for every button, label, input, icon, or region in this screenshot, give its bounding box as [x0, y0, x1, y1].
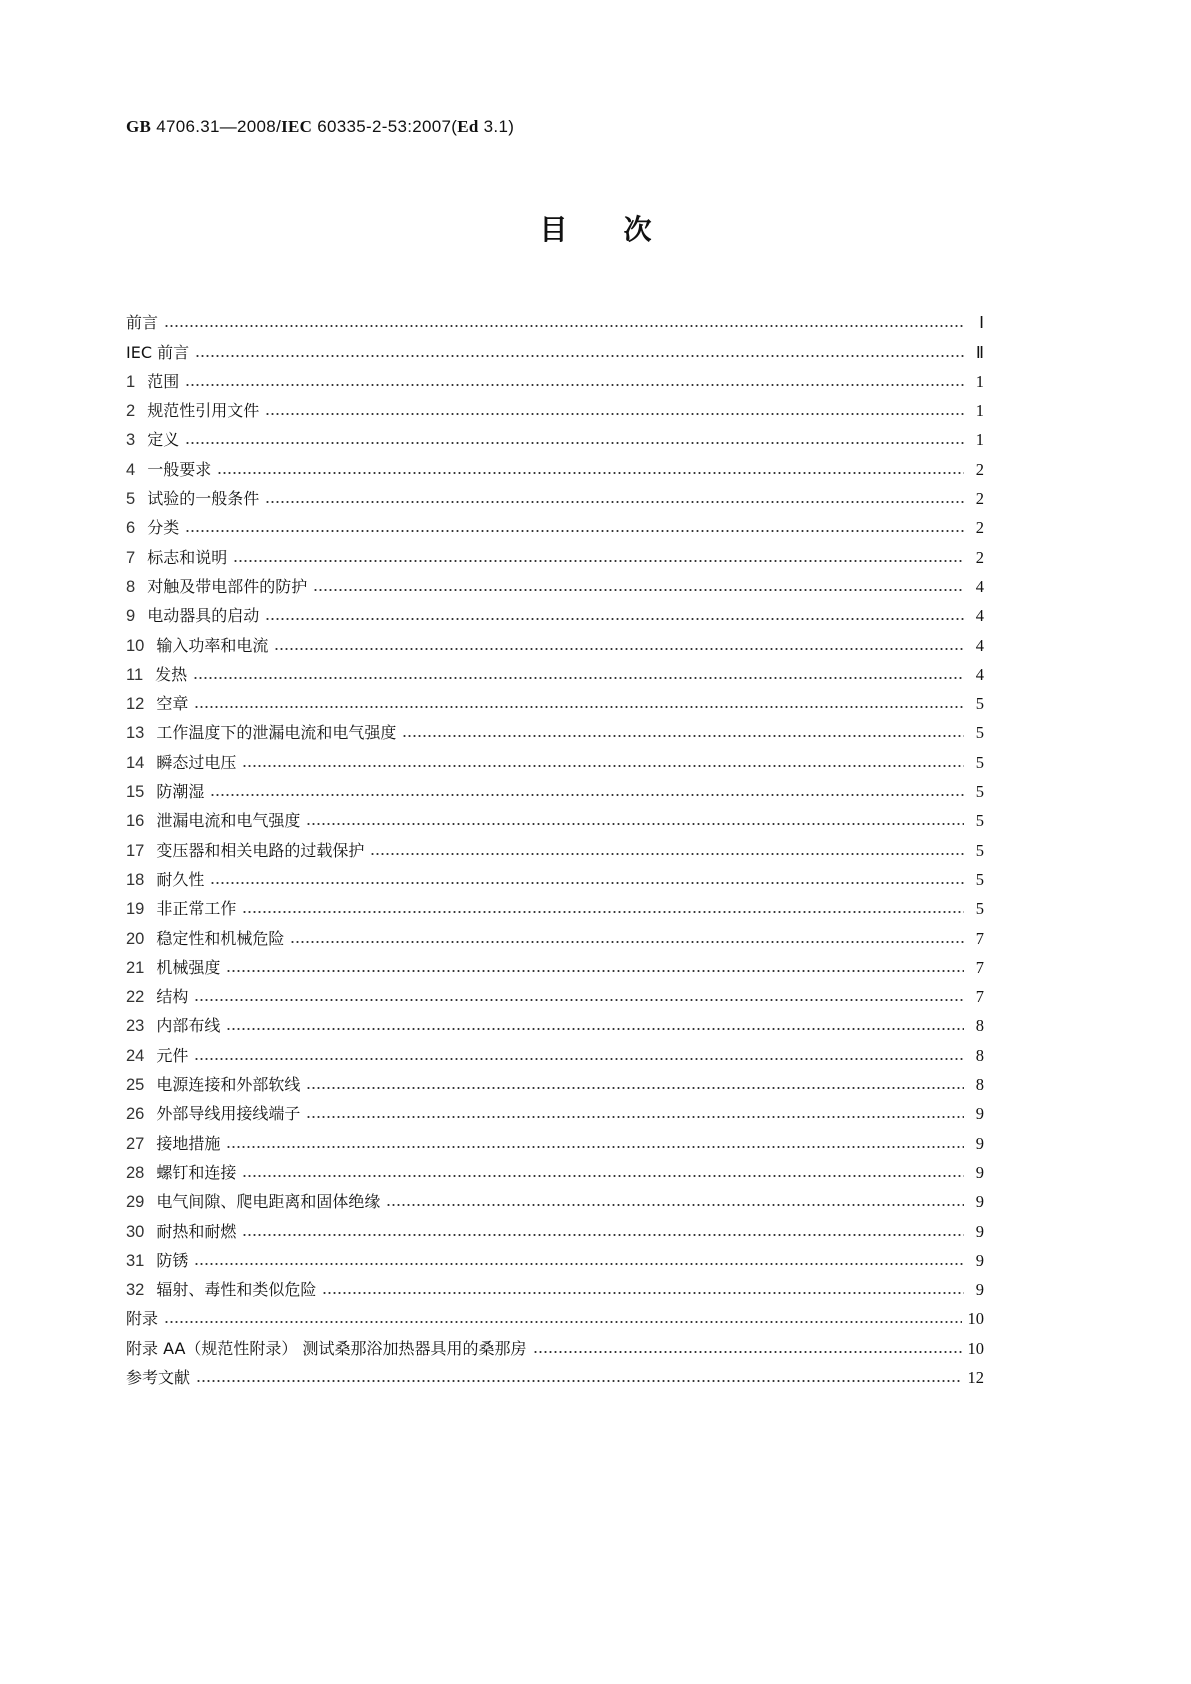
- toc-entry-page: 5: [975, 869, 984, 889]
- toc-entry-page: 2: [975, 547, 984, 567]
- toc-entry-number: 11: [126, 665, 144, 684]
- header-iec: IEC: [281, 117, 313, 136]
- toc-entry-number: 2: [126, 402, 136, 421]
- toc-entry-page: 8: [975, 1075, 984, 1095]
- toc-entry-label: 耐热和耐燃: [156, 1221, 237, 1241]
- toc-entry[interactable]: [126, 1271, 984, 1300]
- dot-leader: [226, 1141, 964, 1149]
- toc-entry-number: 32: [126, 1281, 145, 1300]
- toc-entry-label: 机械强度: [156, 957, 221, 977]
- toc-entry-page: 4: [975, 606, 984, 626]
- dot-leader: [195, 350, 964, 358]
- toc-entry-number: 26: [126, 1105, 145, 1124]
- table-of-contents: [126, 304, 984, 1388]
- toc-entry-page: 2: [975, 459, 984, 479]
- toc-entry-page: 4: [975, 664, 984, 684]
- dot-leader: [306, 1111, 964, 1119]
- toc-entry[interactable]: [126, 1300, 984, 1329]
- toc-entry-number: 24: [126, 1046, 145, 1065]
- toc-entry-page: 9: [975, 1221, 984, 1241]
- toc-entry[interactable]: [126, 656, 984, 685]
- toc-entry-page: 5: [975, 899, 984, 919]
- toc-entry-label: 变压器和相关电路的过载保护: [156, 840, 365, 860]
- toc-entry-page: 5: [975, 694, 984, 714]
- toc-entry-label: 结构: [156, 987, 189, 1007]
- toc-entry-page: 1: [975, 401, 984, 421]
- toc-entry-page: 9: [975, 1250, 984, 1270]
- toc-entry-page: 10: [967, 1338, 984, 1358]
- toc-entry[interactable]: [126, 1154, 984, 1183]
- dot-leader: [194, 1258, 964, 1266]
- toc-entry-label: 空章: [156, 694, 189, 714]
- dot-leader: [242, 760, 964, 768]
- dot-leader: [194, 701, 964, 709]
- header-iec-code: 60335-2-53:2007(: [312, 117, 458, 136]
- toc-entry-page: 9: [975, 1104, 984, 1124]
- toc-entry-page: 5: [975, 782, 984, 802]
- dot-leader: [185, 437, 964, 445]
- toc-entry-label: 辐射、毒性和类似危险: [156, 1280, 317, 1300]
- toc-entry-label: IEC 前言: [126, 342, 190, 362]
- toc-entry-number: 22: [126, 988, 145, 1007]
- toc-entry[interactable]: [126, 333, 984, 362]
- toc-entry-page: 9: [975, 1133, 984, 1153]
- toc-entry-number: 23: [126, 1017, 145, 1036]
- toc-entry-label: 一般要求: [147, 459, 212, 479]
- dot-leader: [196, 1375, 961, 1383]
- toc-entry-number: 6: [126, 519, 136, 538]
- toc-entry-page: 7: [975, 957, 984, 977]
- toc-entry-label: 分类: [147, 518, 180, 538]
- document-header: [126, 117, 514, 137]
- header-ed: Ed: [457, 117, 479, 136]
- toc-entry[interactable]: [126, 480, 984, 509]
- dot-leader: [210, 789, 964, 797]
- dot-leader: [290, 936, 964, 944]
- toc-entry-number: 9: [126, 607, 136, 626]
- toc-entry[interactable]: [126, 1242, 984, 1271]
- toc-entry[interactable]: [126, 861, 984, 890]
- toc-entry-number: 12: [126, 695, 145, 714]
- toc-entry-number: 17: [126, 841, 145, 860]
- toc-entry-page: 5: [975, 752, 984, 772]
- toc-entry[interactable]: [126, 1359, 984, 1388]
- toc-entry-number: 7: [126, 548, 136, 567]
- dot-leader: [185, 379, 964, 387]
- toc-entry-number: 15: [126, 783, 145, 802]
- dot-leader: [242, 906, 964, 914]
- toc-entry[interactable]: [126, 1329, 984, 1358]
- toc-entry-number: 28: [126, 1163, 145, 1182]
- toc-entry-number: 25: [126, 1076, 145, 1095]
- toc-entry-label: 非正常工作: [156, 899, 237, 919]
- toc-entry-number: 21: [126, 958, 145, 977]
- toc-entry-page: 4: [975, 576, 984, 596]
- toc-entry[interactable]: [126, 568, 984, 597]
- toc-entry-label: 定义: [147, 430, 180, 450]
- toc-entry-number: 8: [126, 577, 136, 596]
- toc-entry[interactable]: [126, 1183, 984, 1212]
- toc-entry-label: 前言: [126, 313, 159, 333]
- dot-leader: [194, 994, 964, 1002]
- toc-entry[interactable]: [126, 1124, 984, 1153]
- toc-entry-label: 外部导线用接线端子: [156, 1104, 301, 1124]
- toc-entry[interactable]: [126, 1036, 984, 1065]
- toc-entry-page: 2: [975, 489, 984, 509]
- dot-leader: [322, 1287, 964, 1295]
- toc-entry-number: 18: [126, 870, 145, 889]
- dot-leader: [242, 1170, 964, 1178]
- page-title: 目次: [539, 213, 708, 246]
- header-gb: GB: [126, 117, 152, 136]
- toc-entry-page: 7: [975, 928, 984, 948]
- dot-leader: [386, 1199, 964, 1207]
- toc-entry-label: 试验的一般条件: [147, 489, 260, 509]
- toc-entry[interactable]: [126, 304, 984, 333]
- toc-entry-label: 规范性引用文件: [147, 401, 260, 421]
- toc-entry[interactable]: [126, 509, 984, 538]
- toc-entry-page: 1: [975, 430, 984, 450]
- dot-leader: [265, 496, 964, 504]
- toc-entry-number: 14: [126, 753, 145, 772]
- toc-entry[interactable]: [126, 626, 984, 655]
- dot-leader: [164, 1316, 961, 1324]
- dot-leader: [370, 848, 964, 856]
- toc-entry-label: 螺钉和连接: [156, 1162, 237, 1182]
- dot-leader: [226, 965, 964, 973]
- toc-entry[interactable]: [126, 802, 984, 831]
- toc-entry-number: 1: [126, 372, 136, 391]
- toc-entry-page: Ⅱ: [975, 342, 984, 362]
- toc-entry-label: 电动器具的启动: [147, 606, 260, 626]
- toc-entry-label: 内部布线: [156, 1016, 221, 1036]
- toc-entry-page: 8: [975, 1045, 984, 1065]
- dot-leader: [233, 555, 964, 563]
- dot-leader: [402, 730, 964, 738]
- toc-entry-label: 稳定性和机械危险: [156, 928, 285, 948]
- toc-entry[interactable]: [126, 685, 984, 714]
- dot-leader: [194, 1053, 964, 1061]
- toc-entry[interactable]: [126, 1066, 984, 1095]
- toc-entry-number: 16: [126, 812, 145, 831]
- toc-entry-number: 30: [126, 1222, 145, 1241]
- toc-entry[interactable]: [126, 949, 984, 978]
- toc-entry-label: 耐久性: [156, 869, 205, 889]
- toc-entry-page: 5: [975, 723, 984, 743]
- toc-entry-page: 12: [967, 1367, 984, 1387]
- toc-entry-label: 防潮湿: [156, 782, 205, 802]
- toc-entry-number: 27: [126, 1134, 145, 1153]
- toc-entry-page: 1: [975, 371, 984, 391]
- toc-entry-label: 防锈: [156, 1250, 189, 1270]
- toc-entry-number: 3: [126, 431, 136, 450]
- dot-leader: [193, 672, 964, 680]
- dot-leader: [274, 643, 964, 651]
- dot-leader: [210, 877, 964, 885]
- dot-leader: [533, 1346, 962, 1354]
- toc-entry[interactable]: [126, 1212, 984, 1241]
- toc-entry[interactable]: [126, 421, 984, 450]
- toc-entry[interactable]: [126, 773, 984, 802]
- toc-entry-page: 8: [975, 1016, 984, 1036]
- toc-entry-page: 9: [975, 1192, 984, 1212]
- toc-entry[interactable]: [126, 919, 984, 948]
- toc-entry-number: 4: [126, 460, 136, 479]
- toc-entry[interactable]: [126, 363, 984, 392]
- toc-entry-label: 泄漏电流和电气强度: [156, 811, 301, 831]
- toc-entry-label: 对触及带电部件的防护: [147, 576, 308, 596]
- dot-leader: [242, 1229, 964, 1237]
- toc-entry-number: 19: [126, 900, 145, 919]
- toc-entry[interactable]: [126, 831, 984, 860]
- dot-leader: [306, 1082, 964, 1090]
- toc-entry-label: 电源连接和外部软线: [156, 1075, 301, 1095]
- toc-entry-label: 附录: [126, 1309, 159, 1329]
- dot-leader: [226, 1023, 964, 1031]
- toc-entry-label: 元件: [156, 1045, 189, 1065]
- toc-entry-number: 29: [126, 1193, 145, 1212]
- toc-entry-label: 输入功率和电流: [156, 635, 269, 655]
- header-ed-num: 3.1): [478, 117, 515, 136]
- toc-entry[interactable]: [126, 597, 984, 626]
- toc-entry-label: 发热: [155, 664, 188, 684]
- dot-leader: [164, 320, 964, 328]
- toc-entry-page: 5: [975, 811, 984, 831]
- dot-leader: [217, 467, 964, 475]
- toc-entry[interactable]: [126, 538, 984, 567]
- toc-entry[interactable]: [126, 714, 984, 743]
- toc-entry-page: 10: [967, 1309, 984, 1329]
- toc-entry[interactable]: [126, 1095, 984, 1124]
- dot-leader: [313, 584, 964, 592]
- toc-entry[interactable]: [126, 450, 984, 479]
- toc-entry-page: 2: [975, 518, 984, 538]
- toc-entry-page: 9: [975, 1280, 984, 1300]
- toc-entry-label: 参考文献: [126, 1367, 191, 1387]
- toc-entry-page: 4: [975, 635, 984, 655]
- toc-entry-label: 工作温度下的泄漏电流和电气强度: [156, 723, 397, 743]
- toc-entry-label: 范围: [147, 371, 180, 391]
- toc-entry-label: 标志和说明: [147, 547, 228, 567]
- dot-leader: [306, 818, 964, 826]
- header-code: 4706.31—2008/: [151, 117, 282, 136]
- toc-entry[interactable]: [126, 1007, 984, 1036]
- toc-entry[interactable]: [126, 978, 984, 1007]
- toc-entry[interactable]: [126, 743, 984, 772]
- toc-entry-label: 接地措施: [156, 1133, 221, 1153]
- toc-entry-label: 电气间隙、爬电距离和固体绝缘: [156, 1192, 381, 1212]
- toc-entry-number: 10: [126, 636, 145, 655]
- dot-leader: [185, 525, 964, 533]
- toc-entry-number: 13: [126, 724, 145, 743]
- toc-entry-number: 31: [126, 1251, 145, 1270]
- toc-entry-number: 5: [126, 490, 136, 509]
- toc-entry[interactable]: [126, 392, 984, 421]
- toc-entry-label: 瞬态过电压: [156, 752, 237, 772]
- toc-entry[interactable]: [126, 890, 984, 919]
- toc-entry-page: 7: [975, 987, 984, 1007]
- toc-entry-page: 9: [975, 1162, 984, 1182]
- toc-entry-page: Ⅰ: [979, 313, 984, 333]
- toc-entry-number: 20: [126, 929, 145, 948]
- toc-entry-label: 附录 AA（规范性附录） 测试桑那浴加热器具用的桑那房: [126, 1338, 527, 1358]
- toc-entry-page: 5: [975, 840, 984, 860]
- dot-leader: [265, 408, 964, 416]
- dot-leader: [265, 613, 964, 621]
